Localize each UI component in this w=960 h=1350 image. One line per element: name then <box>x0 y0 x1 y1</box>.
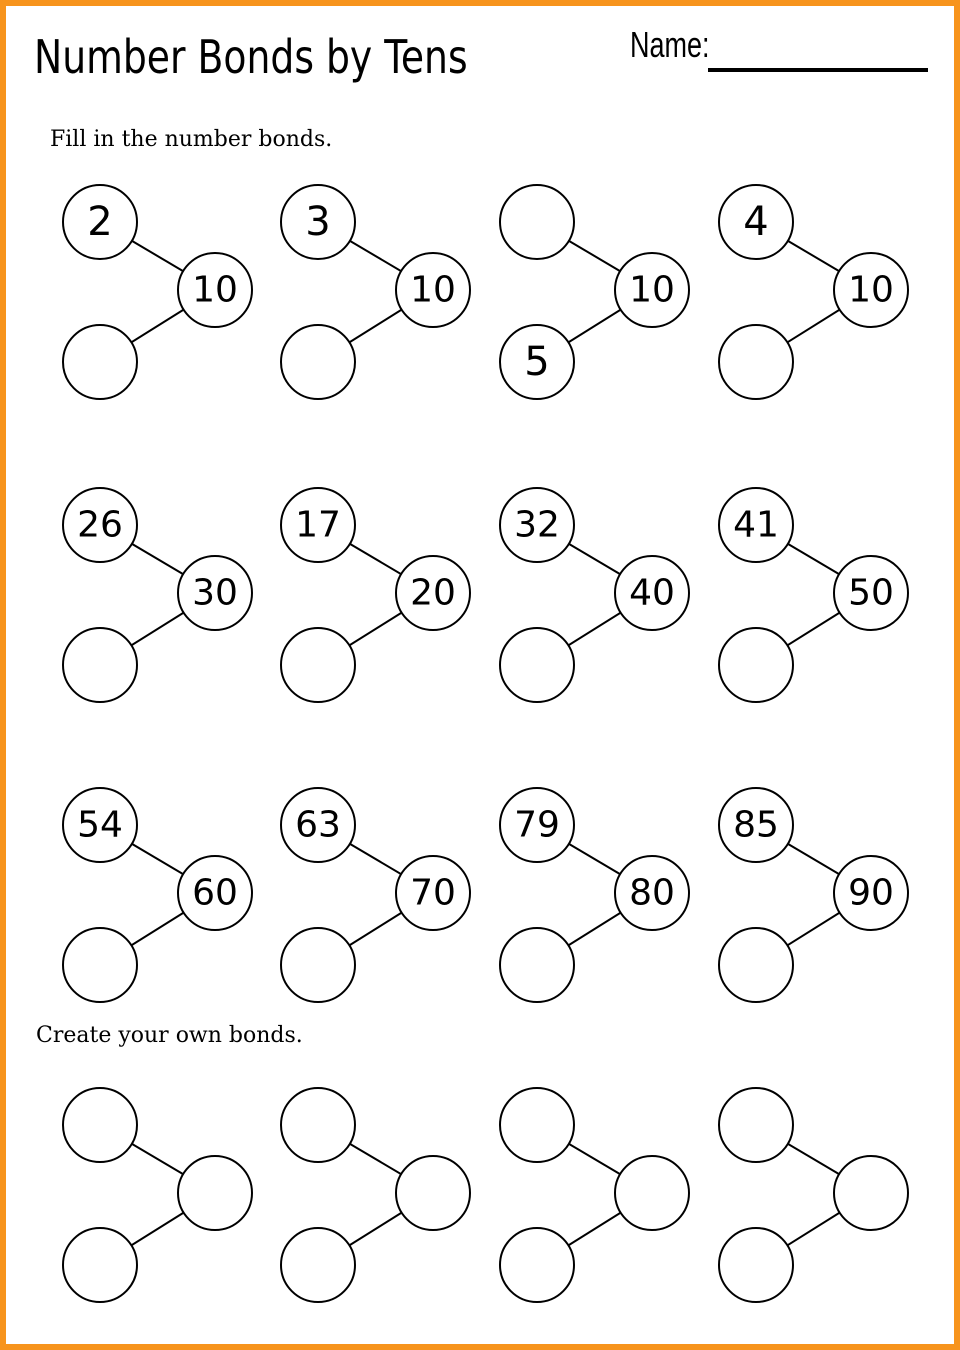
number-bond <box>719 1088 908 1302</box>
bond-circle-top[interactable] <box>500 185 574 259</box>
number-bond <box>63 788 252 1002</box>
bond-number-total: 20 <box>410 572 456 614</box>
bond-number-total: 80 <box>629 872 675 914</box>
bond-number-total: 10 <box>410 269 456 311</box>
bond-circle-bottom[interactable] <box>500 928 574 1002</box>
number-bond <box>281 488 470 702</box>
number-bond <box>719 488 908 702</box>
bond-number-total: 10 <box>629 269 675 311</box>
bond-number-total: 90 <box>848 872 894 914</box>
bond-number-total: 40 <box>629 572 675 614</box>
number-bond <box>281 1088 470 1302</box>
number-bond <box>63 185 252 399</box>
bond-circle-total[interactable] <box>834 1156 908 1230</box>
bond-number-bottom: 5 <box>524 339 550 385</box>
bond-number-top: 17 <box>295 504 341 546</box>
number-bond <box>500 1088 689 1302</box>
bond-number-top: 85 <box>733 804 779 846</box>
bond-circle-bottom[interactable] <box>281 928 355 1002</box>
create-instruction: Create your own bonds. <box>36 1023 303 1048</box>
bond-circle-bottom[interactable] <box>719 325 793 399</box>
bond-circle-bottom[interactable] <box>719 1228 793 1302</box>
number-bond <box>719 788 908 1002</box>
bond-number-total: 70 <box>410 872 456 914</box>
bond-circle-bottom[interactable] <box>500 1228 574 1302</box>
bond-number-top: 3 <box>305 199 331 245</box>
bond-circle-bottom[interactable] <box>63 1228 137 1302</box>
page-title: Number Bonds by Tens <box>34 30 468 84</box>
bond-number-top: 4 <box>743 199 769 245</box>
bond-circle-total[interactable] <box>615 1156 689 1230</box>
number-bond <box>500 185 689 399</box>
bond-number-top: 2 <box>87 199 113 245</box>
bond-number-total: 50 <box>848 572 894 614</box>
number-bond <box>63 1088 252 1302</box>
bond-circle-bottom[interactable] <box>281 1228 355 1302</box>
bond-circle-bottom[interactable] <box>63 325 137 399</box>
bond-circle-top[interactable] <box>63 1088 137 1162</box>
bond-number-top: 54 <box>77 804 123 846</box>
bond-circle-bottom[interactable] <box>719 628 793 702</box>
bond-circle-total[interactable] <box>396 1156 470 1230</box>
bond-circle-bottom[interactable] <box>500 628 574 702</box>
name-label: Name: <box>630 24 710 65</box>
number-bond <box>281 185 470 399</box>
bond-number-top: 26 <box>77 504 123 546</box>
number-bond <box>500 788 689 1002</box>
number-bond <box>281 788 470 1002</box>
bond-number-top: 32 <box>514 504 560 546</box>
bond-circle-top[interactable] <box>281 1088 355 1162</box>
bond-number-top: 63 <box>295 804 341 846</box>
bond-circle-bottom[interactable] <box>63 928 137 1002</box>
number-bond <box>500 488 689 702</box>
bond-number-top: 41 <box>733 504 779 546</box>
bond-circle-top[interactable] <box>500 1088 574 1162</box>
number-bond <box>719 185 908 399</box>
bond-number-total: 30 <box>192 572 238 614</box>
bond-number-total: 60 <box>192 872 238 914</box>
bond-circle-bottom[interactable] <box>281 325 355 399</box>
fill-instruction: Fill in the number bonds. <box>50 127 333 152</box>
bond-number-total: 10 <box>192 269 238 311</box>
bond-number-top: 79 <box>514 804 560 846</box>
bond-circle-total[interactable] <box>178 1156 252 1230</box>
bond-number-total: 10 <box>848 269 894 311</box>
bond-circle-bottom[interactable] <box>63 628 137 702</box>
bond-circle-bottom[interactable] <box>281 628 355 702</box>
bond-circle-bottom[interactable] <box>719 928 793 1002</box>
number-bond <box>63 488 252 702</box>
bond-circle-top[interactable] <box>719 1088 793 1162</box>
